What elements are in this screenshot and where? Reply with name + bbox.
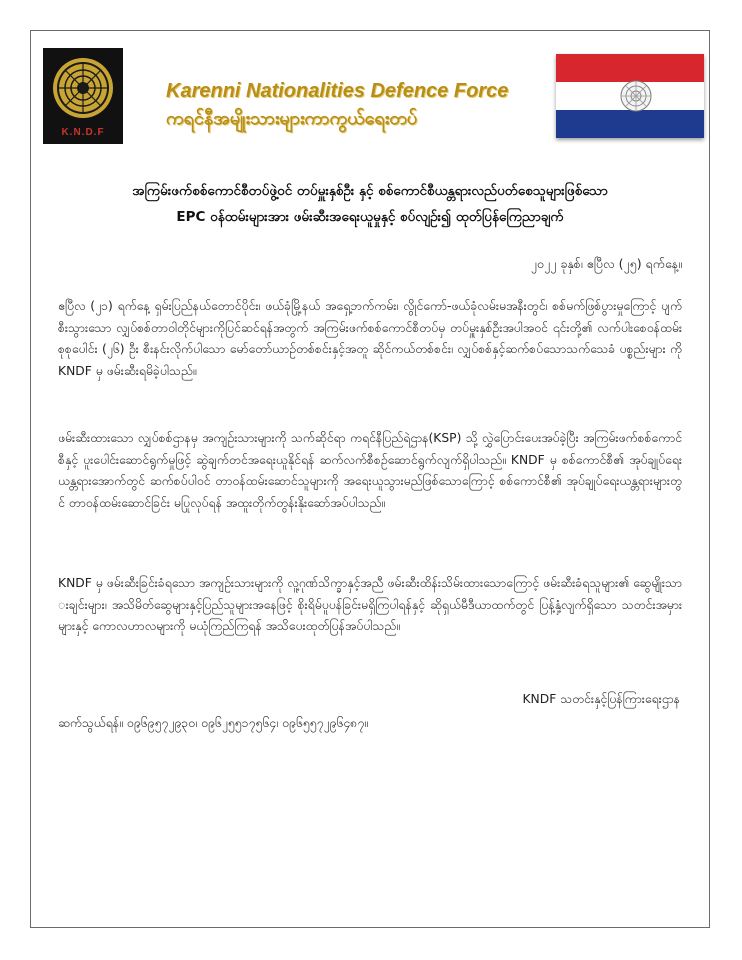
logo-text: K.N.D.F bbox=[61, 127, 105, 138]
flag-emblem-icon bbox=[618, 78, 654, 114]
kndf-logo bbox=[43, 48, 123, 144]
karenni-flag bbox=[556, 54, 704, 138]
title-line-1: အကြမ်းဖက်စစ်ကောင်စီတပ်ဖွဲ့ဝင် တပ်မှူးနှစ်ဦး နှင့် စစ်ကောင်စီယန္တရားလည်ပတ်စေသူများဖြစ်သော bbox=[132, 183, 608, 199]
statement-date: ၂၀၂၂ ခုနှစ်၊ ဧပြီလ (၂၅) ရက်နေ့။ bbox=[530, 256, 682, 271]
signature-department: KNDF သတင်းနှင့်ပြန်ကြားရေးဌာန bbox=[522, 692, 680, 706]
paragraph-3: KNDF မှ ဖမ်းဆီးခြင်းခံရသော အကျဉ်းသားများကို လူ့ဂုဏ်သိက္ခာနှင့်အညီ ဖမ်းဆီးထိန်းသိမ်းထားသောကြောင့် ဖမ်းဆီးခံရသူများ၏ ဆွေမျိုးသားချင်းများ၊ အသိမိတ်ဆွေများနှင့်ပြည်သူများအနေဖြင့် စိုးရိမ်ပူပန်ခြင်းမရှိကြပါရန်နှင့် ဆိုရှယ်မီဒီယာထက်တွင် ပြန့်နှံ့လျက်ရှိသော သတင်းအမှားများနှင့် ကောလဟာလများကို မယုံကြည်ကြရန် အသိပေးထုတ်ပြန်အပ်ပါသည်။ bbox=[58, 576, 682, 633]
flag-white-stripe bbox=[556, 82, 704, 110]
paragraph-2: ဖမ်းဆီးထားသော လျှပ်စစ်ဌာနမှ အကျဉ်းသားများကို သက်ဆိုင်ရာ ကရင်နီပြည်ရဲဌာန(KSP) သို့ လွှဲပြောင်းပေးအပ်ခဲ့ပြီး အကြမ်းဖက်စစ်ကောင်စီနှင့် ပူးပေါင်းဆောင်ရွက်မှုဖြင့် ဆွဲချက်တင်အရေးယူနိုင်ရန် ဆက်လက်စီစဉ်ဆောင်ရွက်လျက်ရှိပါသည်။ KNDF မှ စစ်ကောင်စီ၏ အုပ်ချုပ်ရေးယန္တရားအောက်တွင် ဆက်စပ်ပါဝင် တာဝန်ထမ်းဆောင်သူများကို အရေးယူသွားမည်ဖြစ်သောကြောင့် စစ်ကောင်စီ၏ အုပ်ချုပ်ရေးယန္တရားများတွင် တာဝန်ထမ်းဆောင်ခြင်း မပြုလုပ်ရန် အထူးတိုက်တွန်းနိုးဆော်အပ်ပါသည်။ bbox=[58, 431, 682, 510]
org-name-english: Karenni Nationalities Defence Force bbox=[166, 80, 509, 102]
flag-blue-stripe bbox=[556, 110, 704, 138]
org-name-burmese: ကရင်နီအမျိုးသားများကာကွယ်ရေးတပ် bbox=[166, 108, 418, 129]
paragraph-1: ဧပြီလ (၂၁) ရက်နေ့ ရှမ်းပြည်နယ်တောင်ပိုင်း၊ ဖယ်ခုံမြို့နယ် အရှေ့ဘက်ကမ်း၊ လွိုင်ကော်-ဖယ်ခုံလမ်းမအနီးတွင်၊ စစ်မက်ဖြစ်ပွားမှုကြောင့် ပျက်စီးသွားသော လျှပ်စစ်တာဝါတိုင်များကိုပြင်ဆင်ရန်အတွက် အကြမ်းဖက်စစ်ကောင်စီတပ်မှ တပ်မှူးနှစ်ဦးအပါအဝင် ၎င်းတို့၏ လက်ပါးစေဝန်ထမ်းစုစုပေါင်း (၂၆) ဦး စီးနင်းလိုက်ပါသော မော်တော်ယာဉ်တစ်စင်းနှင့်အတူ ဆိုင်ကယ်တစ်စင်း၊ လျှပ်စစ်နှင့်ဆက်စပ်သောသက်သေခံ ပစ္စည်းများ ကို KNDF မှ ဖမ်းဆီးရမိခဲ့ပါသည်။ bbox=[58, 299, 682, 378]
statement-title bbox=[60, 178, 680, 230]
kndf-emblem-icon bbox=[43, 48, 123, 128]
title-line-2: EPC ဝန်ထမ်းများအား ဖမ်းဆီးအရေးယူမှုနှင့် စပ်လျဉ်း၍ ထုတ်ပြန်ကြေညာချက် bbox=[176, 209, 564, 225]
contact-numbers: ဆက်သွယ်ရန်။ ၀၉၆၉၅၇၂၉၃၀၊ ၀၉၆၂၅၅၁၇၅၆၄၊ ၀၉၆၅၅၇၂၉၆၄၈၇။ bbox=[58, 716, 368, 730]
